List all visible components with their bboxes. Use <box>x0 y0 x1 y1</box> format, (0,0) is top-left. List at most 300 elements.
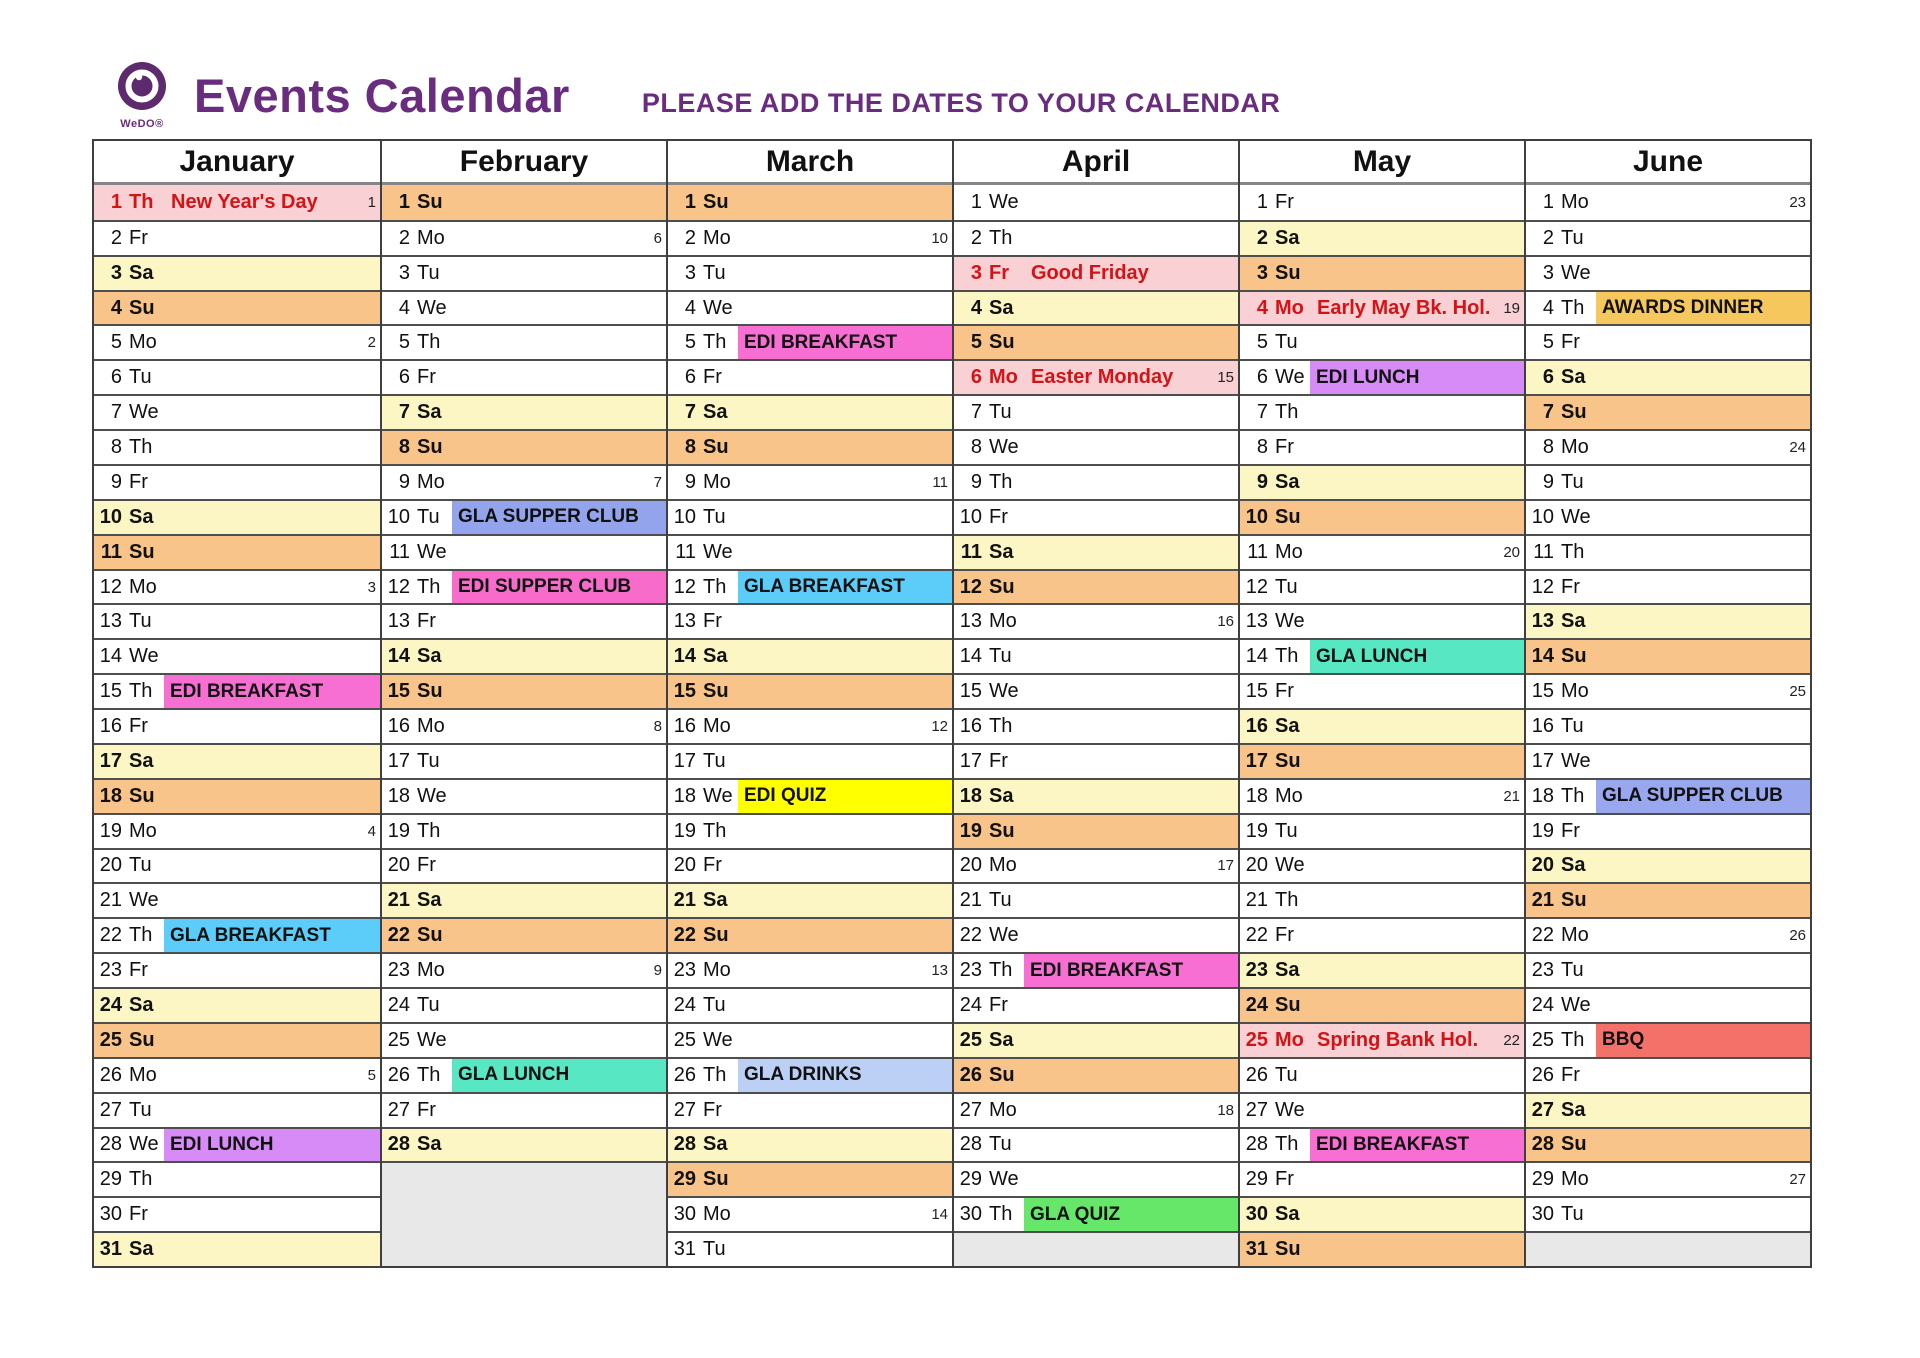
day-cell-january-18 <box>94 778 380 813</box>
day-number: 13 <box>673 610 696 633</box>
day-number: 3 <box>1256 261 1268 284</box>
day-cell-january-17 <box>94 743 380 778</box>
day-number: 1 <box>684 190 696 213</box>
day-cell-march-30 <box>668 1196 952 1231</box>
day-cell-march-6 <box>668 359 952 394</box>
day-cell-february-3 <box>382 255 666 290</box>
event-chip: GLA QUIZ <box>1024 1198 1238 1231</box>
day-number: 4 <box>1256 296 1268 319</box>
day-number: 21 <box>1245 889 1268 912</box>
day-number: 2 <box>684 226 696 249</box>
day-weekday: We <box>989 436 1019 459</box>
day-weekday: Su <box>1561 1133 1587 1156</box>
day-number: 8 <box>398 436 410 459</box>
day-cell-may-30 <box>1240 1196 1524 1231</box>
day-weekday: Th <box>703 819 727 842</box>
day-number: 28 <box>1245 1133 1268 1156</box>
day-number: 27 <box>959 1098 982 1121</box>
day-cell-april-3 <box>954 255 1238 290</box>
day-number: 1 <box>970 190 982 213</box>
event-chip: BBQ <box>1596 1024 1810 1057</box>
day-cell-june-19 <box>1526 813 1810 848</box>
day-number: 5 <box>684 331 696 354</box>
day-number: 24 <box>673 993 696 1016</box>
day-number: 5 <box>110 331 122 354</box>
day-weekday: Fr <box>989 749 1008 772</box>
day-weekday: Su <box>1275 505 1301 528</box>
wedo-logo-text: WeDO® <box>120 118 164 130</box>
day-weekday: Mo <box>989 854 1017 877</box>
day-cell-february-1 <box>382 185 666 220</box>
day-number: 22 <box>1245 924 1268 947</box>
week-number: 8 <box>653 717 662 735</box>
day-cell-april-6 <box>954 359 1238 394</box>
day-number: 13 <box>959 610 982 633</box>
day-weekday: Tu <box>703 261 726 284</box>
day-cell-april-1 <box>954 185 1238 220</box>
day-number: 30 <box>1531 1203 1554 1226</box>
day-number: 28 <box>1531 1133 1554 1156</box>
day-weekday: Tu <box>703 993 726 1016</box>
day-number: 10 <box>387 505 410 528</box>
day-number: 23 <box>99 959 122 982</box>
day-cell-february-24 <box>382 987 666 1022</box>
week-number: 22 <box>1503 1031 1520 1049</box>
day-cell-may-27 <box>1240 1092 1524 1127</box>
day-weekday: Tu <box>129 854 152 877</box>
day-number: 31 <box>1245 1238 1268 1261</box>
day-cell-june-18 <box>1526 778 1810 813</box>
day-cell-march-9 <box>668 464 952 499</box>
event-chip: GLA DRINKS <box>738 1059 952 1092</box>
day-cell-may-28 <box>1240 1127 1524 1162</box>
day-number: 2 <box>398 226 410 249</box>
day-weekday: Su <box>703 1168 729 1191</box>
day-weekday: We <box>129 645 159 668</box>
day-number: 16 <box>1245 714 1268 737</box>
day-cell-june-1 <box>1526 185 1810 220</box>
day-weekday: Su <box>1561 889 1587 912</box>
day-cell-april-15 <box>954 673 1238 708</box>
day-weekday: Sa <box>989 540 1014 563</box>
day-weekday: Mo <box>703 714 731 737</box>
day-weekday: Tu <box>1561 226 1584 249</box>
day-weekday: Mo <box>129 575 157 598</box>
day-weekday: Mo <box>417 470 445 493</box>
week-number: 25 <box>1789 683 1806 701</box>
day-cell-february-20 <box>382 848 666 883</box>
day-weekday: Su <box>1561 401 1587 424</box>
week-number: 7 <box>653 473 662 491</box>
day-number: 11 <box>100 540 122 563</box>
day-cell-january-8 <box>94 429 380 464</box>
day-number: 16 <box>959 714 982 737</box>
day-number: 29 <box>1245 1168 1268 1191</box>
day-cell-april-26 <box>954 1057 1238 1092</box>
day-number: 26 <box>673 1063 696 1086</box>
event-chip: EDI BREAKFAST <box>1024 954 1238 987</box>
day-cell-april-22 <box>954 917 1238 952</box>
day-weekday: Mo <box>1275 1028 1304 1051</box>
day-number: 25 <box>1531 1028 1554 1051</box>
day-weekday: Tu <box>1561 470 1584 493</box>
day-weekday: Th <box>703 1063 727 1086</box>
day-weekday: Sa <box>1275 470 1300 493</box>
day-cell-may-12 <box>1240 569 1524 604</box>
day-cell-march-4 <box>668 290 952 325</box>
day-cell-march-22 <box>668 917 952 952</box>
day-cell-april-30 <box>954 1196 1238 1231</box>
day-weekday: Fr <box>703 610 722 633</box>
week-number: 21 <box>1503 787 1520 805</box>
day-number: 18 <box>1531 784 1554 807</box>
day-cell-june-26 <box>1526 1057 1810 1092</box>
day-cell-march-1 <box>668 185 952 220</box>
day-weekday: Su <box>417 190 443 213</box>
day-number: 11 <box>960 540 982 563</box>
day-cell-march-17 <box>668 743 952 778</box>
day-number: 18 <box>387 784 410 807</box>
day-weekday: Th <box>989 226 1013 249</box>
day-weekday: Su <box>1561 645 1587 668</box>
day-cell-june-7 <box>1526 394 1810 429</box>
day-weekday: Sa <box>417 1133 442 1156</box>
day-weekday: Sa <box>1275 1203 1300 1226</box>
day-number: 20 <box>959 854 982 877</box>
day-number: 26 <box>959 1063 982 1086</box>
day-weekday: Th <box>1561 784 1585 807</box>
day-cell-april-14 <box>954 638 1238 673</box>
day-number: 1 <box>1542 190 1554 213</box>
month-column-march <box>666 141 952 1266</box>
month-column-january <box>94 141 380 1266</box>
day-weekday: Tu <box>989 1133 1012 1156</box>
day-weekday: We <box>1561 505 1591 528</box>
day-weekday: Su <box>129 784 155 807</box>
day-weekday: Tu <box>989 645 1012 668</box>
day-weekday: We <box>417 540 447 563</box>
day-number: 9 <box>1542 470 1554 493</box>
day-cell-march-19 <box>668 813 952 848</box>
month-header-february: February <box>382 141 666 185</box>
day-weekday: Su <box>989 331 1015 354</box>
day-cell-february-5 <box>382 324 666 359</box>
day-cell-april-25 <box>954 1022 1238 1057</box>
day-weekday: Mo <box>703 470 731 493</box>
day-weekday: Mo <box>129 1063 157 1086</box>
day-weekday: We <box>1561 261 1591 284</box>
day-number: 22 <box>387 924 410 947</box>
day-weekday: Tu <box>989 889 1012 912</box>
day-number: 23 <box>1245 959 1268 982</box>
day-weekday: Su <box>129 540 155 563</box>
day-weekday: Tu <box>1275 575 1298 598</box>
week-number: 1 <box>367 193 376 211</box>
day-weekday: Sa <box>703 401 728 424</box>
day-weekday: Mo <box>989 1098 1017 1121</box>
day-cell-june-12 <box>1526 569 1810 604</box>
day-number: 28 <box>959 1133 982 1156</box>
day-number: 14 <box>673 645 696 668</box>
day-cell-january-12 <box>94 569 380 604</box>
day-number: 6 <box>110 366 122 389</box>
day-cell-june-6 <box>1526 359 1810 394</box>
day-cell-february-17 <box>382 743 666 778</box>
calendar-table <box>92 139 1812 1268</box>
day-number: 13 <box>1531 610 1554 633</box>
day-number: 3 <box>398 261 410 284</box>
day-number: 25 <box>387 1028 410 1051</box>
day-cell-february-11 <box>382 534 666 569</box>
day-cell-april-7 <box>954 394 1238 429</box>
day-number: 14 <box>1531 645 1554 668</box>
day-cell-april-2 <box>954 220 1238 255</box>
day-weekday: We <box>417 784 447 807</box>
day-weekday: Th <box>1275 645 1299 668</box>
day-cell-march-29 <box>668 1161 952 1196</box>
day-cell-january-19 <box>94 813 380 848</box>
day-cell-june-3 <box>1526 255 1810 290</box>
day-cell-april-8 <box>954 429 1238 464</box>
day-weekday: Th <box>417 575 441 598</box>
day-number: 29 <box>1531 1168 1554 1191</box>
day-cell-may-4 <box>1240 290 1524 325</box>
day-cell-march-26 <box>668 1057 952 1092</box>
day-number: 3 <box>970 261 982 284</box>
day-weekday: Th <box>989 470 1013 493</box>
day-number: 11 <box>1533 540 1554 563</box>
day-weekday: Mo <box>1561 924 1589 947</box>
day-number: 31 <box>99 1238 122 1261</box>
day-weekday: Th <box>1275 1133 1299 1156</box>
day-weekday: Su <box>417 680 443 703</box>
month-column-may <box>1238 141 1524 1266</box>
day-cell-march-16 <box>668 708 952 743</box>
day-number: 12 <box>387 575 410 598</box>
day-weekday: Th <box>1275 889 1299 912</box>
day-cell-may-13 <box>1240 603 1524 638</box>
day-number: 30 <box>673 1203 696 1226</box>
day-weekday: Mo <box>1561 680 1589 703</box>
day-number: 12 <box>1245 575 1268 598</box>
day-number: 6 <box>398 366 410 389</box>
day-number: 8 <box>1256 436 1268 459</box>
week-number: 18 <box>1217 1101 1234 1119</box>
week-number: 27 <box>1789 1171 1806 1189</box>
day-number: 27 <box>1245 1098 1268 1121</box>
day-weekday: Fr <box>989 261 1009 284</box>
day-cell-march-10 <box>668 499 952 534</box>
day-cell-march-3 <box>668 255 952 290</box>
day-weekday: Tu <box>1561 959 1584 982</box>
day-number: 26 <box>387 1063 410 1086</box>
day-weekday: Fr <box>417 854 436 877</box>
day-number: 10 <box>959 505 982 528</box>
day-weekday: Mo <box>989 610 1017 633</box>
day-weekday: Sa <box>129 993 154 1016</box>
day-number: 12 <box>99 575 122 598</box>
day-cell-february-16 <box>382 708 666 743</box>
day-cell-may-6 <box>1240 359 1524 394</box>
day-cell-march-14 <box>668 638 952 673</box>
week-number: 23 <box>1789 193 1806 211</box>
day-weekday: Sa <box>1275 226 1300 249</box>
day-number: 8 <box>684 436 696 459</box>
day-cell-february-22 <box>382 917 666 952</box>
day-cell-may-31 <box>1240 1231 1524 1266</box>
day-number: 7 <box>970 401 982 424</box>
week-number: 16 <box>1217 613 1234 631</box>
day-cell-march-11 <box>668 534 952 569</box>
day-number: 13 <box>387 610 410 633</box>
day-weekday: Sa <box>417 401 442 424</box>
day-weekday: Su <box>417 436 443 459</box>
day-weekday: Su <box>1275 261 1301 284</box>
day-cell-january-7 <box>94 394 380 429</box>
day-weekday: Tu <box>129 610 152 633</box>
day-number: 10 <box>1531 505 1554 528</box>
day-number: 6 <box>970 366 982 389</box>
day-weekday: We <box>1275 366 1305 389</box>
day-weekday: Su <box>703 924 729 947</box>
day-number: 2 <box>1542 226 1554 249</box>
day-weekday: Fr <box>989 993 1008 1016</box>
day-cell-may-26 <box>1240 1057 1524 1092</box>
event-chip: EDI BREAKFAST <box>738 326 952 359</box>
day-number: 22 <box>99 924 122 947</box>
day-number: 4 <box>970 296 982 319</box>
day-number: 2 <box>110 226 122 249</box>
month-header-may: May <box>1240 141 1524 185</box>
day-weekday: Th <box>703 331 727 354</box>
day-weekday: Th <box>129 680 153 703</box>
day-cell-january-23 <box>94 952 380 987</box>
day-number: 26 <box>99 1063 122 1086</box>
day-cell-march-15 <box>668 673 952 708</box>
day-weekday: Mo <box>129 819 157 842</box>
day-weekday: We <box>703 540 733 563</box>
day-weekday: We <box>989 1168 1019 1191</box>
holiday-label: Early May Bk. Hol. <box>1317 296 1491 319</box>
day-number: 10 <box>1245 505 1268 528</box>
day-weekday: Su <box>1275 993 1301 1016</box>
day-cell-may-14 <box>1240 638 1524 673</box>
day-number: 18 <box>1245 784 1268 807</box>
event-chip: GLA LUNCH <box>1310 640 1524 673</box>
day-cell-february-27 <box>382 1092 666 1127</box>
day-number: 21 <box>387 889 410 912</box>
day-number: 7 <box>398 401 410 424</box>
day-cell-february-14 <box>382 638 666 673</box>
day-number: 15 <box>1531 680 1554 703</box>
day-number: 14 <box>387 645 410 668</box>
day-weekday: Su <box>989 1063 1015 1086</box>
day-cell-february-18 <box>382 778 666 813</box>
day-cell-june-14 <box>1526 638 1810 673</box>
day-weekday: Th <box>1561 540 1585 563</box>
day-number: 8 <box>970 436 982 459</box>
day-cell-january-2 <box>94 220 380 255</box>
day-cell-february-4 <box>382 290 666 325</box>
day-number: 7 <box>110 401 122 424</box>
day-cell-june-24 <box>1526 987 1810 1022</box>
day-cell-february-26 <box>382 1057 666 1092</box>
month-column-june <box>1524 141 1810 1266</box>
event-chip: AWARDS DINNER <box>1596 292 1810 325</box>
day-cell-may-5 <box>1240 324 1524 359</box>
day-weekday: Su <box>1275 749 1301 772</box>
day-number: 27 <box>99 1098 122 1121</box>
day-number: 21 <box>673 889 696 912</box>
day-number: 14 <box>99 645 122 668</box>
day-number: 11 <box>675 540 696 563</box>
day-number: 7 <box>684 401 696 424</box>
day-weekday: Su <box>417 924 443 947</box>
day-cell-may-19 <box>1240 813 1524 848</box>
day-number: 23 <box>1531 959 1554 982</box>
day-weekday: We <box>703 784 733 807</box>
day-weekday: We <box>989 190 1019 213</box>
holiday-label: Spring Bank Hol. <box>1317 1028 1479 1051</box>
day-weekday: Fr <box>989 505 1008 528</box>
day-weekday: Tu <box>417 505 440 528</box>
day-number: 11 <box>389 540 410 563</box>
day-cell-april-12 <box>954 569 1238 604</box>
wedo-logo-icon <box>116 60 168 117</box>
day-cell-march-24 <box>668 987 952 1022</box>
day-number: 19 <box>1245 819 1268 842</box>
day-cell-january-5 <box>94 324 380 359</box>
day-cell-june-2 <box>1526 220 1810 255</box>
day-cell-may-7 <box>1240 394 1524 429</box>
day-weekday: Fr <box>1561 575 1580 598</box>
day-weekday: Mo <box>989 366 1018 389</box>
day-cell-february-12 <box>382 569 666 604</box>
day-cell-june-10 <box>1526 499 1810 534</box>
day-weekday: Th <box>129 924 153 947</box>
day-number: 16 <box>1531 714 1554 737</box>
day-weekday: Sa <box>703 889 728 912</box>
day-weekday: Th <box>129 436 153 459</box>
day-cell-may-11 <box>1240 534 1524 569</box>
day-weekday: Fr <box>703 366 722 389</box>
day-number: 10 <box>99 505 122 528</box>
month-header-january: January <box>94 141 380 185</box>
day-number: 24 <box>387 993 410 1016</box>
event-chip: GLA SUPPER CLUB <box>1596 780 1810 813</box>
day-weekday: Sa <box>989 296 1014 319</box>
day-weekday: We <box>1561 749 1591 772</box>
week-number: 10 <box>931 229 948 247</box>
day-weekday: Fr <box>129 714 148 737</box>
day-number: 22 <box>673 924 696 947</box>
day-weekday: Mo <box>1275 296 1304 319</box>
day-number: 14 <box>1245 645 1268 668</box>
day-cell-february-23 <box>382 952 666 987</box>
month-header-june: June <box>1526 141 1810 185</box>
day-number: 18 <box>673 784 696 807</box>
day-cell-april-24 <box>954 987 1238 1022</box>
empty-days-filler <box>382 1161 666 1266</box>
day-number: 6 <box>684 366 696 389</box>
day-cell-february-28 <box>382 1127 666 1162</box>
day-number: 24 <box>1245 993 1268 1016</box>
day-weekday: Mo <box>703 226 731 249</box>
day-number: 20 <box>99 854 122 877</box>
day-weekday: Sa <box>703 645 728 668</box>
day-number: 25 <box>959 1028 982 1051</box>
day-number: 19 <box>959 819 982 842</box>
